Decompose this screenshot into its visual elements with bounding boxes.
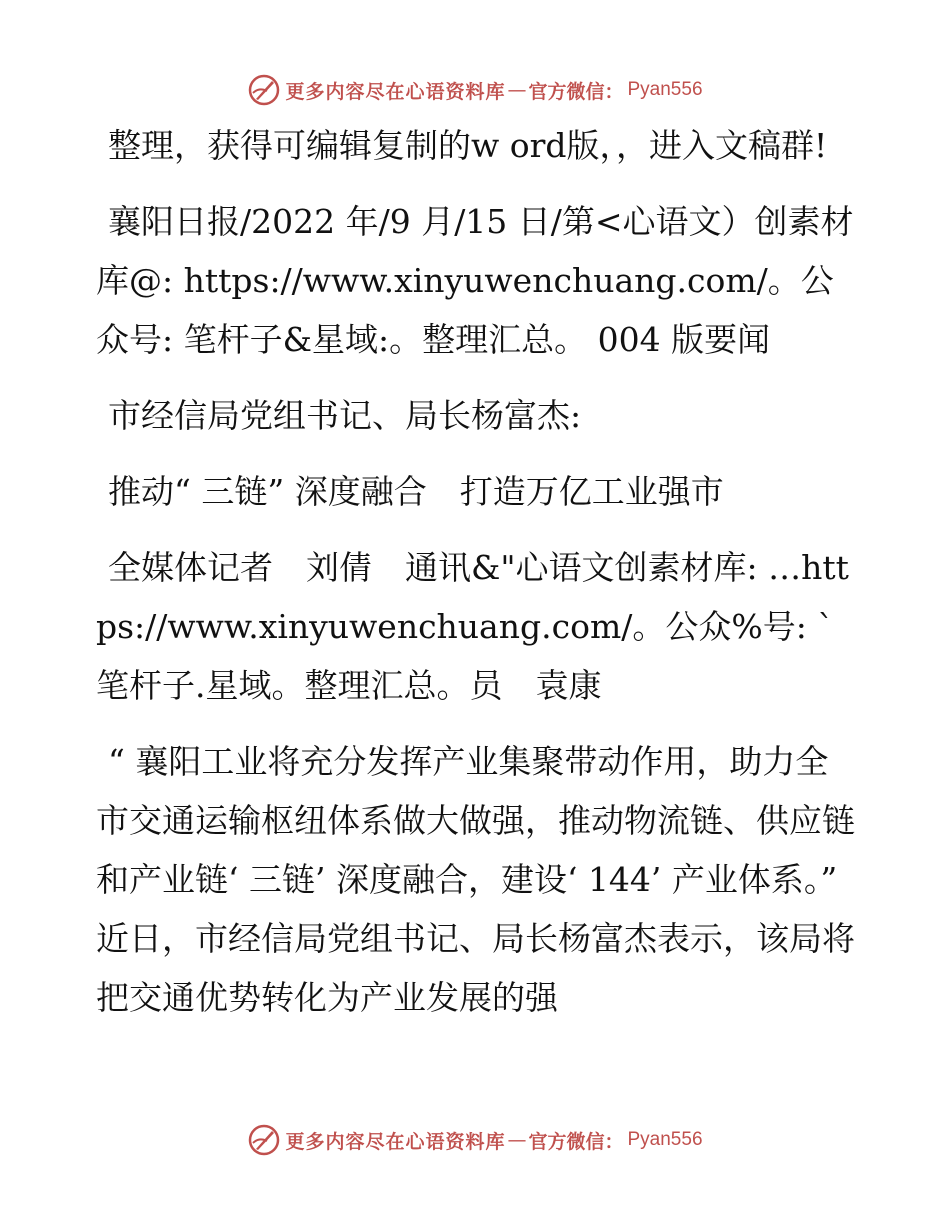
paragraph-subtitle: 市经信局党组书记、局长杨富杰: xyxy=(108,396,582,435)
paragraph-body: “ 襄阳工业将充分发挥产业集聚带动作用，助力全市交通运输枢纽体系做大做强，推动物流链、供应链和产业链‘ 三链’ 深度融合，建设‘ 144’ 产业体系。” 近日，市经信局党组书记、局长杨富杰表示，该局将把交通优势转化为产业发展的强 xyxy=(96,742,855,1017)
quill-pen-icon xyxy=(247,73,281,107)
document-body xyxy=(96,116,856,1044)
paragraph-intro: 整理，获得可编辑复制的w ord版，，进入文稿群! xyxy=(108,126,828,165)
banner-wechat-label: 官方微信： xyxy=(528,80,624,103)
banner-handle: Pyan556 xyxy=(627,1129,703,1150)
paragraph-byline: 全媒体记者 刘倩 通讯&"心语文创素材库: …https://www.xinyuwenchuang.com/。公众%号: `笔杆子.星域。整理汇总。员 袁康 xyxy=(96,548,849,705)
banner-wechat-label: 官方微信： xyxy=(528,1130,624,1153)
banner-separator: — xyxy=(507,1129,527,1151)
footer-banner xyxy=(0,1120,950,1160)
quill-pen-icon xyxy=(247,1123,281,1157)
banner-handle: Pyan556 xyxy=(627,79,703,100)
article-headline: 推动“ 三链” 深度融合 打造万亿工业强市 xyxy=(108,472,724,511)
banner-separator: — xyxy=(507,79,527,101)
paragraph-source: 襄阳日报/2022 年/9 月/15 日/第<心语文）创素材库@: https://www.xinyuwenchuang.com/。公众号: 笔杆子&星域:。整理汇总。 004 版要闻 xyxy=(96,202,854,359)
banner-brand: 更多内容尽在心语资料库 xyxy=(285,1130,506,1153)
banner-brand: 更多内容尽在心语资料库 xyxy=(285,80,506,103)
header-banner xyxy=(0,70,950,110)
